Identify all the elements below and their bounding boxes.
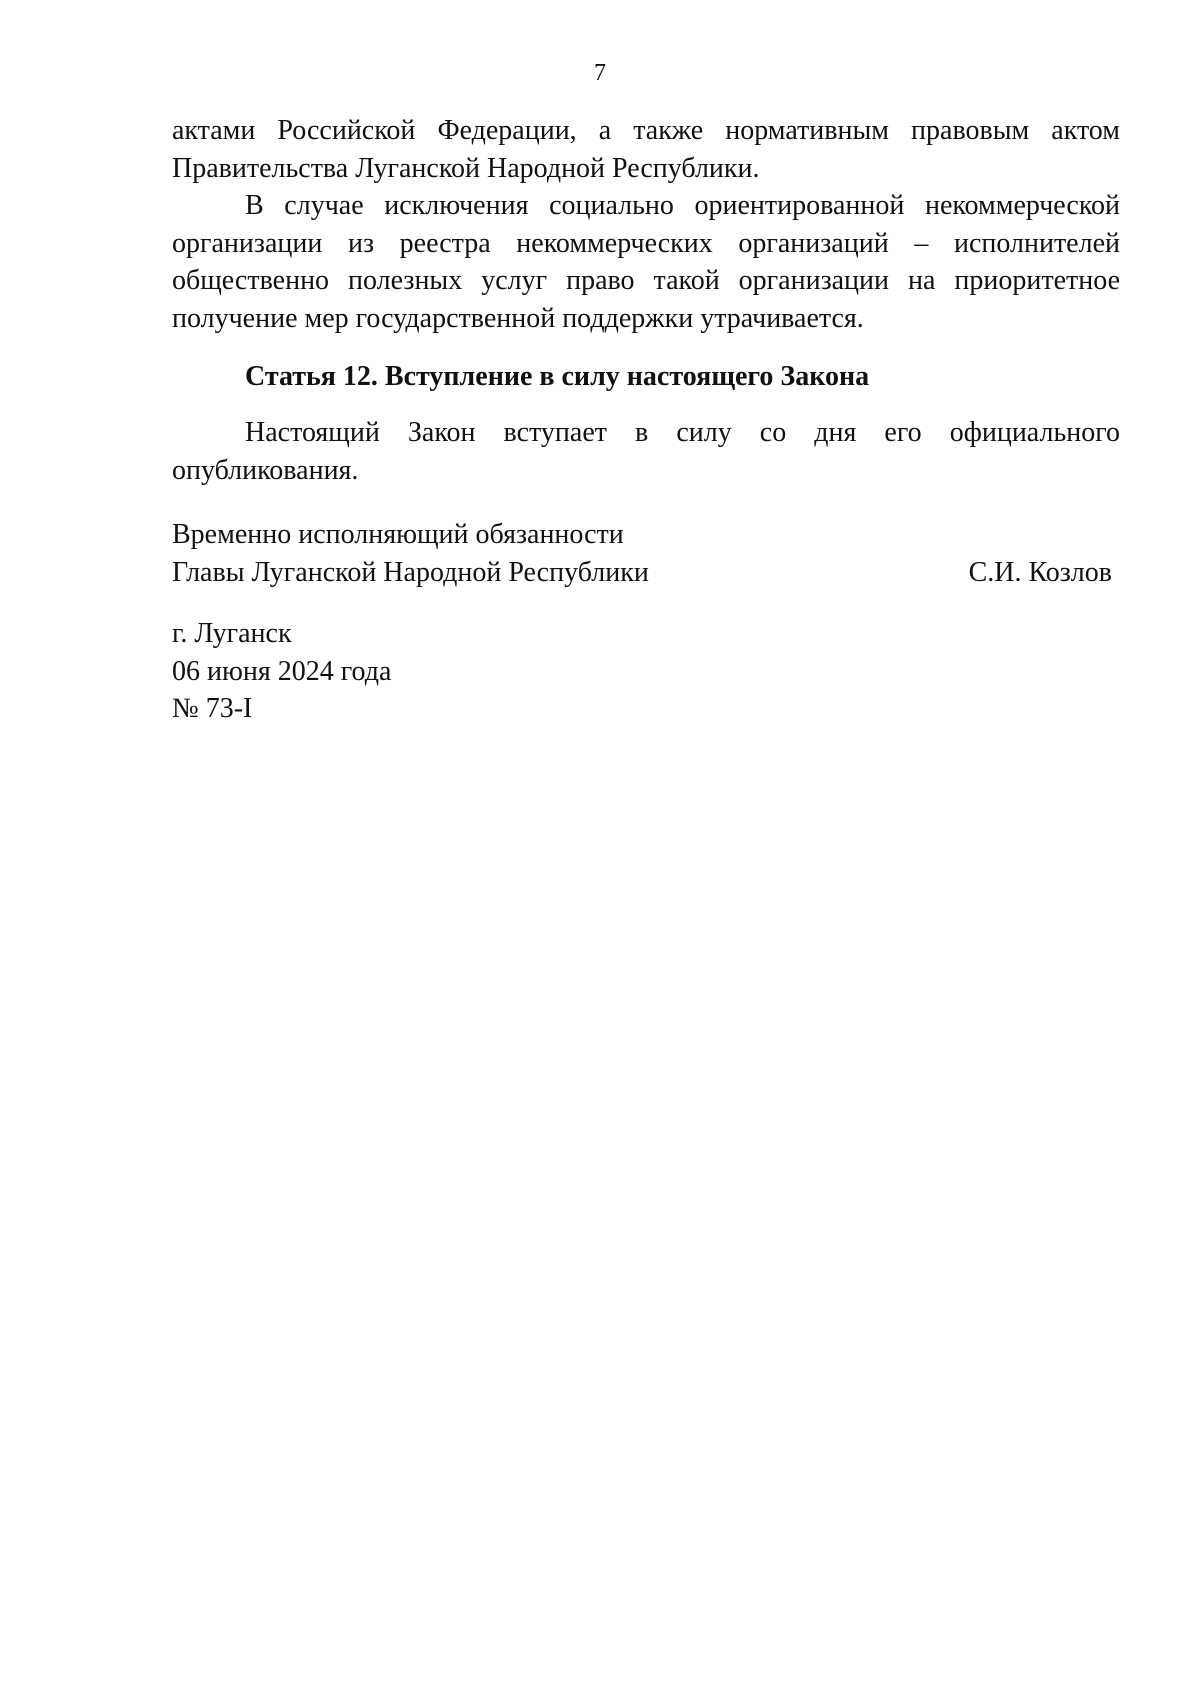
signature-block bbox=[172, 516, 1120, 591]
signatory-position-line2: Главы Луганской Народной Республики bbox=[172, 556, 649, 588]
issuance-date: 06 июня 2024 года bbox=[172, 655, 392, 687]
issuance-details bbox=[172, 615, 391, 728]
signatory-position-line1: Временно исполняющий обязанности bbox=[172, 519, 624, 550]
paragraph-entry-into-force: Настоящий Закон вступает в силу со дня его официального опубликования. bbox=[172, 417, 1120, 486]
paragraph-registry-exclusion: В случае исключения социально ориентированной некоммерческой организации из реестра некоммерческих организаций – исполнителей общественно полезных услуг право такой организации на приоритетное получение мер государственной поддержки утрачивается. bbox=[172, 190, 1120, 334]
signature-row bbox=[172, 554, 1120, 592]
issuance-place: г. Луганск bbox=[172, 618, 292, 649]
law-number: № 73-I bbox=[172, 693, 253, 724]
article-12-heading: Статья 12. Вступление в силу настоящего Закона bbox=[245, 361, 870, 392]
signatory-name: С.И. Козлов bbox=[968, 556, 1112, 588]
paragraph-continuation: актами Российской Федерации, а также нормативным правовым актом Правительства Луганской Народной Республики. bbox=[172, 115, 1120, 184]
page-number: 7 bbox=[594, 60, 606, 86]
